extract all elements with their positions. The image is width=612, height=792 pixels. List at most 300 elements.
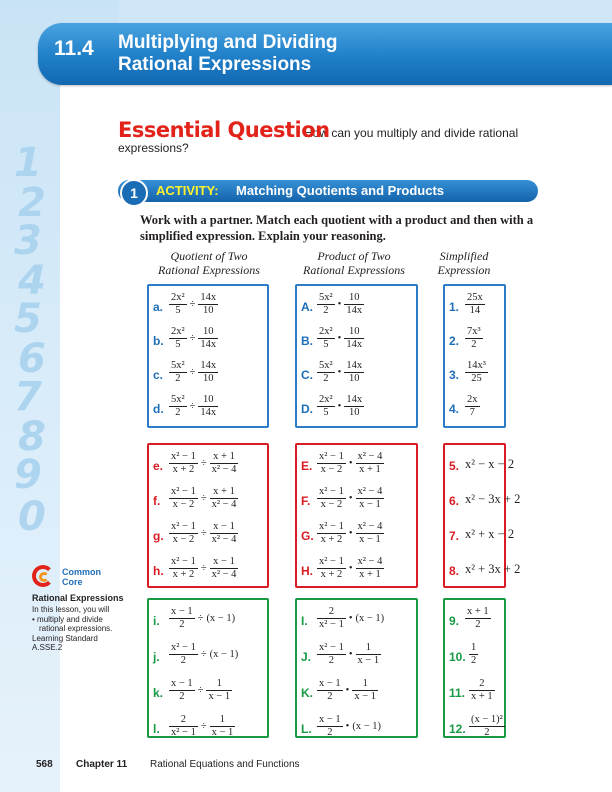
numerator: x² − 1 bbox=[319, 642, 344, 653]
quotient-label: b. bbox=[153, 334, 164, 348]
fraction bbox=[465, 292, 485, 317]
quotient-expression bbox=[169, 642, 238, 667]
numerator: 2x² bbox=[171, 292, 185, 303]
numerator: x + 1 bbox=[210, 486, 239, 499]
quotient-label: a. bbox=[153, 300, 164, 314]
numerator: 25x bbox=[467, 292, 483, 303]
fraction bbox=[344, 394, 364, 419]
lesson-title bbox=[118, 32, 338, 76]
fraction bbox=[169, 486, 198, 511]
quotient-label: e. bbox=[153, 459, 164, 473]
fraction bbox=[465, 360, 488, 385]
denominator: x − 1 bbox=[359, 499, 381, 510]
sidebar-intro: In this lesson, you will bbox=[32, 605, 110, 614]
numerator: 2x² bbox=[319, 394, 333, 405]
green-quotient-box bbox=[147, 598, 269, 738]
operator: • bbox=[348, 563, 353, 574]
simplified-expression bbox=[469, 642, 478, 667]
quotient-label: g. bbox=[153, 529, 164, 543]
product-label: E. bbox=[301, 459, 313, 473]
numerator: 2x² bbox=[319, 326, 333, 337]
red-simplified-box bbox=[443, 443, 521, 588]
denominator: 14x bbox=[200, 407, 217, 418]
quotient-expression bbox=[169, 521, 238, 546]
fraction bbox=[317, 326, 335, 351]
denominator: 2 bbox=[327, 727, 333, 738]
denominator: x + 1 bbox=[359, 464, 381, 475]
denominator: 5 bbox=[323, 407, 329, 418]
numerator: x² − 1 bbox=[171, 642, 196, 653]
denominator: 2 bbox=[175, 373, 181, 384]
section-number: 11.4 bbox=[54, 37, 94, 60]
fraction bbox=[317, 642, 346, 667]
numerator: 1 bbox=[206, 678, 232, 691]
operator: ÷ bbox=[189, 367, 196, 378]
numerator: 2 bbox=[317, 606, 346, 619]
lesson-title-line2: Rational Expressions bbox=[118, 54, 312, 75]
column-header-line: Expression bbox=[437, 263, 491, 277]
simplified-expression bbox=[465, 556, 520, 577]
numerator: x − 1 bbox=[210, 521, 239, 534]
blue-simplified-box bbox=[443, 284, 506, 428]
numerator: x − 1 bbox=[171, 606, 193, 617]
fraction bbox=[210, 556, 239, 581]
numerator: (x − 1)² bbox=[471, 714, 503, 725]
operator: ÷ bbox=[200, 528, 207, 539]
fraction bbox=[169, 394, 187, 419]
margin-digit: 7 bbox=[14, 374, 42, 420]
expression-text: (x − 1) bbox=[352, 721, 382, 732]
product-label: C. bbox=[301, 368, 313, 382]
product-label: K. bbox=[301, 686, 313, 700]
denominator: 14x bbox=[346, 305, 363, 316]
product-expression bbox=[317, 451, 384, 476]
denominator: 5 bbox=[175, 305, 181, 316]
column-header-product bbox=[295, 249, 413, 277]
blue-product-box bbox=[295, 284, 418, 428]
column-header-quotient bbox=[150, 249, 268, 277]
denominator: 5 bbox=[323, 339, 329, 350]
numerator: 10 bbox=[344, 292, 364, 305]
numerator: x + 1 bbox=[467, 606, 489, 617]
quotient-label: j. bbox=[153, 650, 160, 664]
sidebar-bullet bbox=[32, 615, 142, 625]
denominator: x − 1 bbox=[354, 691, 377, 702]
operator: • bbox=[348, 493, 353, 504]
denominator: 2 bbox=[484, 727, 490, 738]
denominator: x + 2 bbox=[320, 534, 343, 545]
fraction bbox=[169, 556, 198, 581]
denominator: 2 bbox=[327, 691, 333, 702]
product-label: A. bbox=[301, 300, 313, 314]
fraction bbox=[352, 678, 378, 703]
green-product-box bbox=[295, 598, 418, 738]
numerator: 14x bbox=[200, 360, 217, 371]
fraction bbox=[317, 521, 346, 546]
expression-text: (x − 1) bbox=[209, 649, 239, 660]
operator: • bbox=[345, 685, 350, 696]
numerator: x² − 4 bbox=[357, 556, 383, 567]
footer-chapter-title: Rational Equations and Functions bbox=[150, 759, 300, 770]
essential-question-title: Essential Question bbox=[118, 118, 330, 142]
fraction bbox=[356, 451, 385, 476]
quotient-label: f. bbox=[153, 494, 161, 508]
sidebar-bullet-text: multiply and divide bbox=[37, 614, 103, 624]
denominator: 2 bbox=[175, 407, 181, 418]
denominator: 2 bbox=[179, 619, 185, 630]
operator: ÷ bbox=[200, 649, 207, 660]
fraction bbox=[469, 678, 495, 703]
fraction bbox=[317, 360, 335, 385]
sidebar-title: Rational Expressions bbox=[32, 593, 124, 603]
simplified-expression bbox=[465, 521, 514, 542]
quotient-label: i. bbox=[153, 614, 160, 628]
fraction bbox=[356, 556, 385, 581]
page-number: 568 bbox=[36, 759, 53, 770]
denominator: x + 1 bbox=[471, 691, 493, 702]
numerator: x − 1 bbox=[319, 678, 341, 689]
numerator: x² − 4 bbox=[357, 486, 383, 497]
numerator: x² − 1 bbox=[171, 556, 196, 567]
product-expression bbox=[317, 394, 364, 419]
numerator: 2x² bbox=[171, 326, 185, 337]
numerator: x² − 1 bbox=[319, 451, 344, 462]
common-core-line: Common bbox=[62, 567, 101, 577]
operator: • bbox=[337, 401, 342, 412]
fraction bbox=[169, 521, 198, 546]
quotient-expression bbox=[169, 486, 238, 511]
numerator: 14x³ bbox=[467, 360, 486, 371]
denominator: 14 bbox=[469, 305, 481, 316]
denominator: x − 1 bbox=[357, 655, 380, 666]
fraction bbox=[169, 292, 187, 317]
simplified-label: 1. bbox=[449, 300, 460, 314]
denominator: x² − 1 bbox=[171, 727, 196, 738]
fraction bbox=[344, 292, 364, 317]
product-expression bbox=[317, 486, 384, 511]
activity-instructions: Work with a partner. Match each quotient with a product and then with a simplified expression. Explain your reasoning. bbox=[140, 213, 534, 243]
simplified-expression bbox=[469, 678, 495, 703]
operator: ÷ bbox=[200, 493, 207, 504]
fraction bbox=[465, 326, 483, 351]
numerator: x² − 4 bbox=[357, 521, 383, 532]
numerator: 1 bbox=[471, 642, 477, 653]
numerator: 10 bbox=[198, 394, 218, 407]
expression-text: x² + x − 2 bbox=[465, 527, 515, 541]
fraction bbox=[210, 714, 236, 739]
operator: ÷ bbox=[189, 333, 196, 344]
operator: • bbox=[348, 649, 353, 660]
quotient-expression bbox=[169, 678, 232, 703]
denominator: 2 bbox=[328, 655, 335, 666]
quotient-label: d. bbox=[153, 402, 164, 416]
margin-digit: 0 bbox=[18, 494, 46, 540]
column-header-line: Product of Two bbox=[317, 249, 391, 263]
fraction bbox=[356, 486, 385, 511]
column-header-line: Rational Expressions bbox=[303, 263, 405, 277]
blue-quotient-box bbox=[147, 284, 269, 428]
fraction bbox=[169, 360, 187, 385]
product-label: D. bbox=[301, 402, 313, 416]
product-expression bbox=[317, 642, 381, 667]
expression-text: (x − 1) bbox=[355, 613, 385, 624]
quotient-expression bbox=[169, 326, 218, 351]
simplified-label: 5. bbox=[449, 459, 460, 473]
fraction bbox=[198, 326, 218, 351]
column-header-simplified bbox=[434, 249, 494, 277]
product-label: J. bbox=[301, 650, 312, 664]
simplified-expression bbox=[465, 486, 520, 507]
denominator: x² − 1 bbox=[319, 619, 344, 630]
numerator: 14x bbox=[346, 394, 363, 405]
numerator: 7x³ bbox=[467, 326, 481, 337]
denominator: 2 bbox=[471, 655, 477, 666]
denominator: x − 1 bbox=[211, 727, 234, 738]
numerator: x² − 1 bbox=[319, 521, 344, 532]
operator: ÷ bbox=[197, 613, 204, 624]
fraction bbox=[210, 521, 239, 546]
margin-digit: 2 bbox=[18, 180, 46, 226]
fraction bbox=[469, 714, 505, 739]
product-expression bbox=[317, 360, 364, 385]
product-expression bbox=[317, 606, 384, 631]
denominator: 14x bbox=[200, 339, 217, 350]
fraction bbox=[356, 521, 385, 546]
simplified-label: 2. bbox=[449, 334, 460, 348]
denominator: x + 2 bbox=[172, 464, 195, 475]
denominator: 25 bbox=[471, 373, 482, 384]
operator: • bbox=[348, 458, 353, 469]
fraction bbox=[356, 642, 382, 667]
product-label: F. bbox=[301, 494, 311, 508]
simplified-label: 6. bbox=[449, 494, 460, 508]
operator: ÷ bbox=[200, 458, 207, 469]
denominator: x + 2 bbox=[320, 569, 343, 580]
fraction bbox=[198, 394, 218, 419]
simplified-label: 9. bbox=[449, 614, 460, 628]
operator: • bbox=[337, 333, 342, 344]
simplified-label: 10. bbox=[449, 650, 466, 664]
simplified-expression bbox=[465, 292, 485, 317]
common-core-logo-inner-icon bbox=[39, 572, 49, 582]
denominator: x² − 4 bbox=[211, 464, 237, 475]
quotient-expression bbox=[169, 360, 218, 385]
denominator: 2 bbox=[471, 339, 477, 350]
denominator: 10 bbox=[348, 373, 360, 384]
quotient-expression bbox=[169, 606, 235, 631]
sidebar-body bbox=[32, 605, 142, 653]
fraction bbox=[317, 451, 346, 476]
simplified-label: 4. bbox=[449, 402, 460, 416]
fraction bbox=[169, 451, 198, 476]
product-expression bbox=[317, 521, 384, 546]
fraction bbox=[206, 678, 232, 703]
simplified-expression bbox=[465, 394, 480, 419]
fraction bbox=[198, 292, 218, 317]
fraction bbox=[317, 606, 346, 631]
denominator: 5 bbox=[175, 339, 181, 350]
numerator: 5x² bbox=[319, 360, 333, 371]
column-header-line: Rational Expressions bbox=[158, 263, 260, 277]
common-core-label bbox=[62, 567, 101, 587]
numerator: 14x bbox=[346, 360, 363, 371]
denominator: 2 bbox=[323, 305, 329, 316]
denominator: x + 1 bbox=[359, 569, 381, 580]
numerator: x² − 1 bbox=[171, 521, 196, 532]
operator: ÷ bbox=[189, 299, 196, 310]
numerator: 10 bbox=[198, 326, 218, 339]
product-label: H. bbox=[301, 564, 313, 578]
fraction bbox=[169, 326, 187, 351]
quotient-label: h. bbox=[153, 564, 164, 578]
simplified-expression bbox=[465, 326, 483, 351]
activity-number: 1 bbox=[120, 179, 148, 207]
fraction bbox=[317, 556, 346, 581]
quotient-expression bbox=[169, 556, 238, 581]
denominator: x − 1 bbox=[359, 534, 381, 545]
operator: • bbox=[337, 299, 342, 310]
numerator: x² − 1 bbox=[319, 556, 344, 567]
numerator: 1 bbox=[352, 678, 378, 691]
sidebar-standard: A.SSE.2 bbox=[32, 643, 63, 652]
fraction bbox=[317, 678, 343, 703]
fraction bbox=[465, 394, 480, 419]
simplified-expression bbox=[469, 714, 505, 739]
fraction bbox=[210, 451, 239, 476]
product-label: B. bbox=[301, 334, 313, 348]
lesson-title-line1: Multiplying and Dividing bbox=[118, 32, 338, 53]
fraction bbox=[198, 360, 218, 385]
numerator: 14x bbox=[200, 292, 217, 303]
denominator: x + 2 bbox=[172, 569, 195, 580]
operator: • bbox=[348, 528, 353, 539]
product-label: L. bbox=[301, 722, 312, 736]
red-product-box bbox=[295, 443, 418, 588]
numerator: x² − 1 bbox=[319, 486, 344, 497]
denominator: x² − 4 bbox=[211, 534, 237, 545]
product-label: I. bbox=[301, 614, 308, 628]
product-expression bbox=[317, 556, 384, 581]
quotient-label: l. bbox=[153, 722, 160, 736]
margin-digit: 8 bbox=[18, 414, 46, 460]
expression-text: (x − 1) bbox=[206, 613, 236, 624]
numerator: 5x² bbox=[319, 292, 333, 303]
operator: ÷ bbox=[197, 685, 204, 696]
denominator: x − 2 bbox=[172, 534, 195, 545]
numerator: 1 bbox=[356, 642, 382, 655]
operator: • bbox=[337, 367, 342, 378]
numerator: 5x² bbox=[171, 360, 185, 371]
quotient-expression bbox=[169, 714, 235, 739]
common-core-line: Core bbox=[62, 577, 83, 587]
activity-title: Matching Quotients and Products bbox=[236, 183, 445, 198]
bullet-icon: • bbox=[32, 614, 38, 624]
numerator: x − 1 bbox=[319, 714, 341, 725]
denominator: x² − 4 bbox=[211, 569, 237, 580]
numerator: 2x bbox=[467, 394, 478, 405]
denominator: 2 bbox=[180, 655, 187, 666]
footer-chapter: Chapter 11 bbox=[76, 759, 128, 770]
fraction bbox=[469, 642, 478, 667]
fraction bbox=[465, 606, 491, 631]
denominator: x − 2 bbox=[320, 499, 343, 510]
denominator: x − 2 bbox=[320, 464, 343, 475]
operator: ÷ bbox=[189, 401, 196, 412]
numerator: 5x² bbox=[171, 394, 185, 405]
product-expression bbox=[317, 326, 364, 351]
denominator: 10 bbox=[203, 373, 214, 384]
column-header-line: Simplified bbox=[439, 249, 489, 263]
fraction bbox=[344, 360, 364, 385]
denominator: 10 bbox=[203, 305, 214, 316]
margin-digit: 9 bbox=[14, 452, 42, 498]
product-expression bbox=[317, 678, 378, 703]
fraction bbox=[169, 714, 198, 739]
denominator: 2 bbox=[475, 619, 481, 630]
numerator: x − 1 bbox=[171, 678, 193, 689]
numerator: x² − 1 bbox=[171, 451, 196, 462]
quotient-expression bbox=[169, 394, 218, 419]
simplified-expression bbox=[465, 451, 514, 472]
expression-text: x² − x − 2 bbox=[465, 457, 515, 471]
fraction bbox=[317, 292, 335, 317]
green-simplified-box bbox=[443, 598, 506, 738]
red-quotient-box bbox=[147, 443, 269, 588]
essential-question-text: How can you multiply and divide rational expressions? bbox=[118, 126, 519, 155]
product-label: G. bbox=[301, 529, 314, 543]
numerator: 1 bbox=[210, 714, 236, 727]
quotient-expression bbox=[169, 292, 218, 317]
fraction bbox=[317, 714, 343, 739]
numerator: 2 bbox=[469, 678, 495, 691]
operator: • bbox=[348, 613, 353, 624]
fraction bbox=[344, 326, 364, 351]
activity-label: ACTIVITY: bbox=[156, 183, 219, 198]
simplified-expression bbox=[465, 606, 491, 631]
numerator: x − 1 bbox=[210, 556, 239, 569]
product-expression bbox=[317, 292, 364, 317]
column-header-line: Quotient of Two bbox=[170, 249, 248, 263]
simplified-label: 12. bbox=[449, 722, 466, 736]
margin-digit: 5 bbox=[14, 296, 42, 342]
operator: ÷ bbox=[200, 563, 207, 574]
denominator: 2 bbox=[179, 691, 185, 702]
product-expression bbox=[317, 714, 381, 739]
fraction bbox=[169, 642, 198, 667]
quotient-expression bbox=[169, 451, 238, 476]
expression-text: x² − 3x + 2 bbox=[465, 492, 521, 506]
simplified-label: 11. bbox=[449, 686, 466, 700]
denominator: 2 bbox=[323, 373, 329, 384]
simplified-label: 3. bbox=[449, 368, 460, 382]
numerator: 10 bbox=[344, 326, 364, 339]
lesson-header bbox=[38, 23, 612, 85]
quotient-label: k. bbox=[153, 686, 164, 700]
numerator: x² − 4 bbox=[357, 451, 383, 462]
simplified-expression bbox=[465, 360, 488, 385]
denominator: 10 bbox=[348, 407, 360, 418]
simplified-label: 8. bbox=[449, 564, 460, 578]
expression-text: x² + 3x + 2 bbox=[465, 562, 521, 576]
quotient-label: c. bbox=[153, 368, 164, 382]
fraction bbox=[169, 606, 195, 631]
denominator: 14x bbox=[346, 339, 363, 350]
simplified-label: 7. bbox=[449, 529, 460, 543]
denominator: x² − 4 bbox=[211, 499, 237, 510]
sidebar-standard-label: Learning Standard bbox=[32, 633, 98, 643]
numerator: x² − 1 bbox=[171, 486, 196, 497]
margin-digit: 3 bbox=[14, 218, 42, 264]
